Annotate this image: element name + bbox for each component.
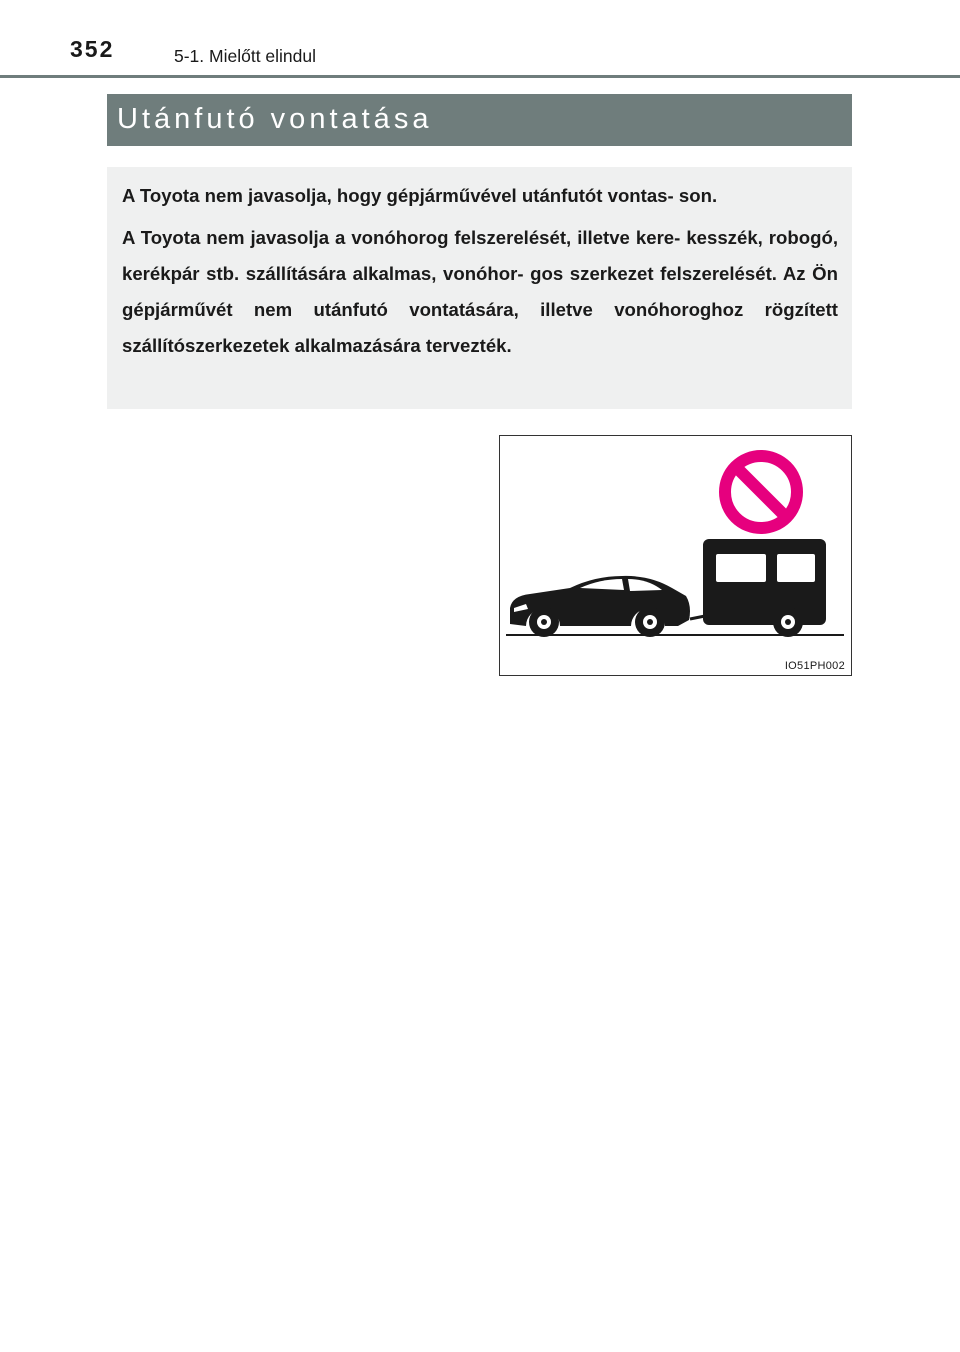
figure-illustration	[500, 436, 850, 674]
section-title: Utánfutó vontatása	[117, 103, 433, 135]
trailer-icon	[690, 539, 826, 637]
intro-paragraph-2: A Toyota nem javasolja a vonóhorog felszerelését, illetve kere- kesszék, robogó, kerékpár stb. szállítására alkalmas, vonóhor- gos szerkezet felszerelését. Az Ön gépjárművét nem utánfutó vontatására, illetve vonóhoroghoz rögzített szállítószerkezetek alkalmazására tervezték.	[122, 227, 838, 356]
car-icon	[510, 576, 690, 637]
header-divider	[0, 75, 960, 78]
page-number: 352	[70, 36, 115, 62]
intro-paragraph-1: A Toyota nem javasolja, hogy gépjárművével utánfutót vontas- son.	[122, 185, 718, 206]
towing-prohibited-figure	[499, 435, 852, 676]
figure-code: IO51PH002	[784, 660, 845, 672]
prohibition-icon	[725, 456, 797, 528]
page-header	[0, 0, 960, 80]
section-title-bar	[107, 94, 852, 146]
intro-box	[107, 167, 852, 409]
chapter-title: 5-1. Mielőtt elindul	[174, 46, 317, 66]
